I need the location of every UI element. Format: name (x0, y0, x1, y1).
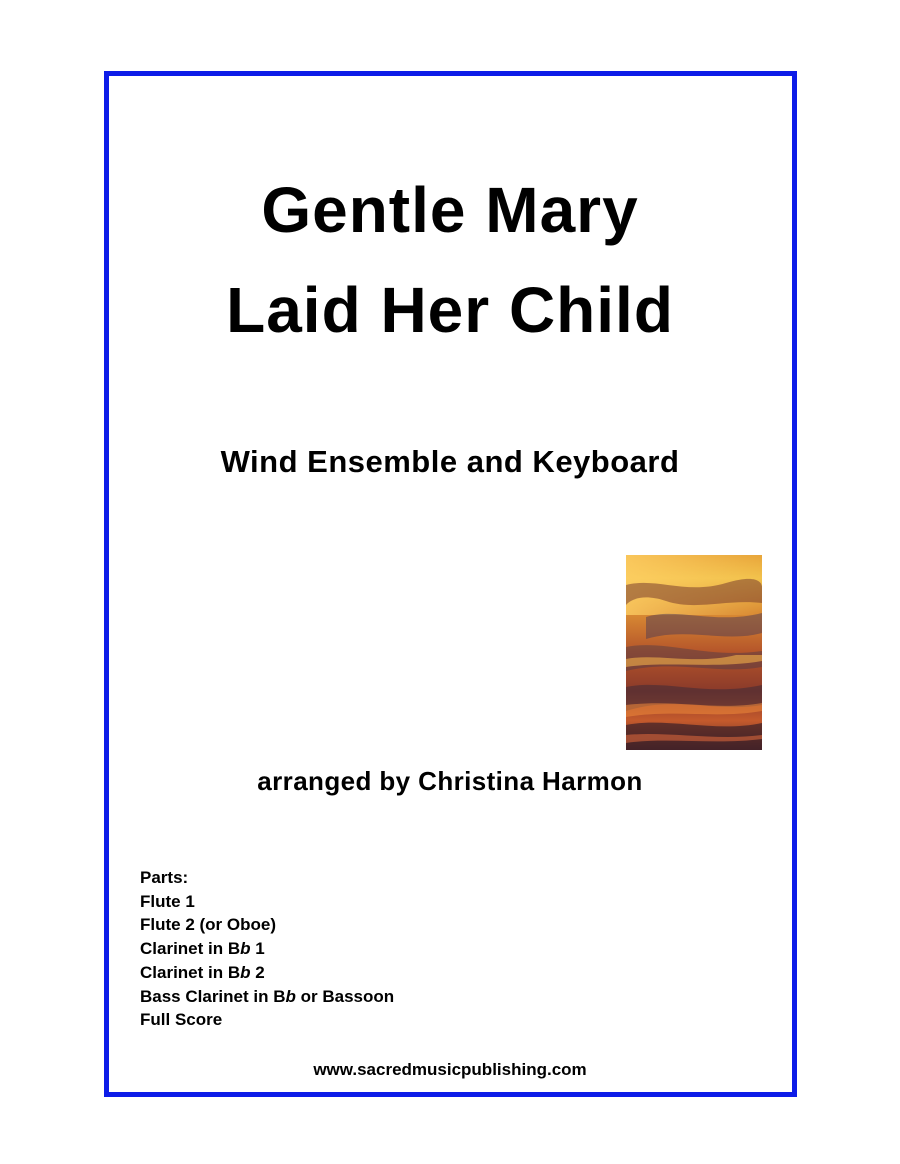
part-item: Bass Clarinet in Bb or Bassoon (140, 986, 395, 1006)
part-item: Clarinet in Bb 1 (140, 939, 265, 959)
publisher-website: www.sacredmusicpublishing.com (313, 1060, 587, 1079)
part-item: Full Score (140, 1010, 223, 1030)
title-line-2: Laid Her Child (226, 274, 674, 346)
part-item: Flute 2 (or Oboe) (140, 915, 276, 935)
arranger-credit: arranged by Christina Harmon (257, 766, 643, 796)
part-item: Clarinet in Bb 2 (140, 962, 265, 982)
parts-list (140, 866, 394, 1032)
parts-heading: Parts: (140, 868, 189, 887)
instrumentation-subtitle: Wind Ensemble and Keyboard (220, 444, 680, 479)
sunset-sky-photo (626, 555, 762, 750)
title-line-1: Gentle Mary (261, 174, 639, 246)
part-item: Flute 1 (140, 891, 195, 911)
